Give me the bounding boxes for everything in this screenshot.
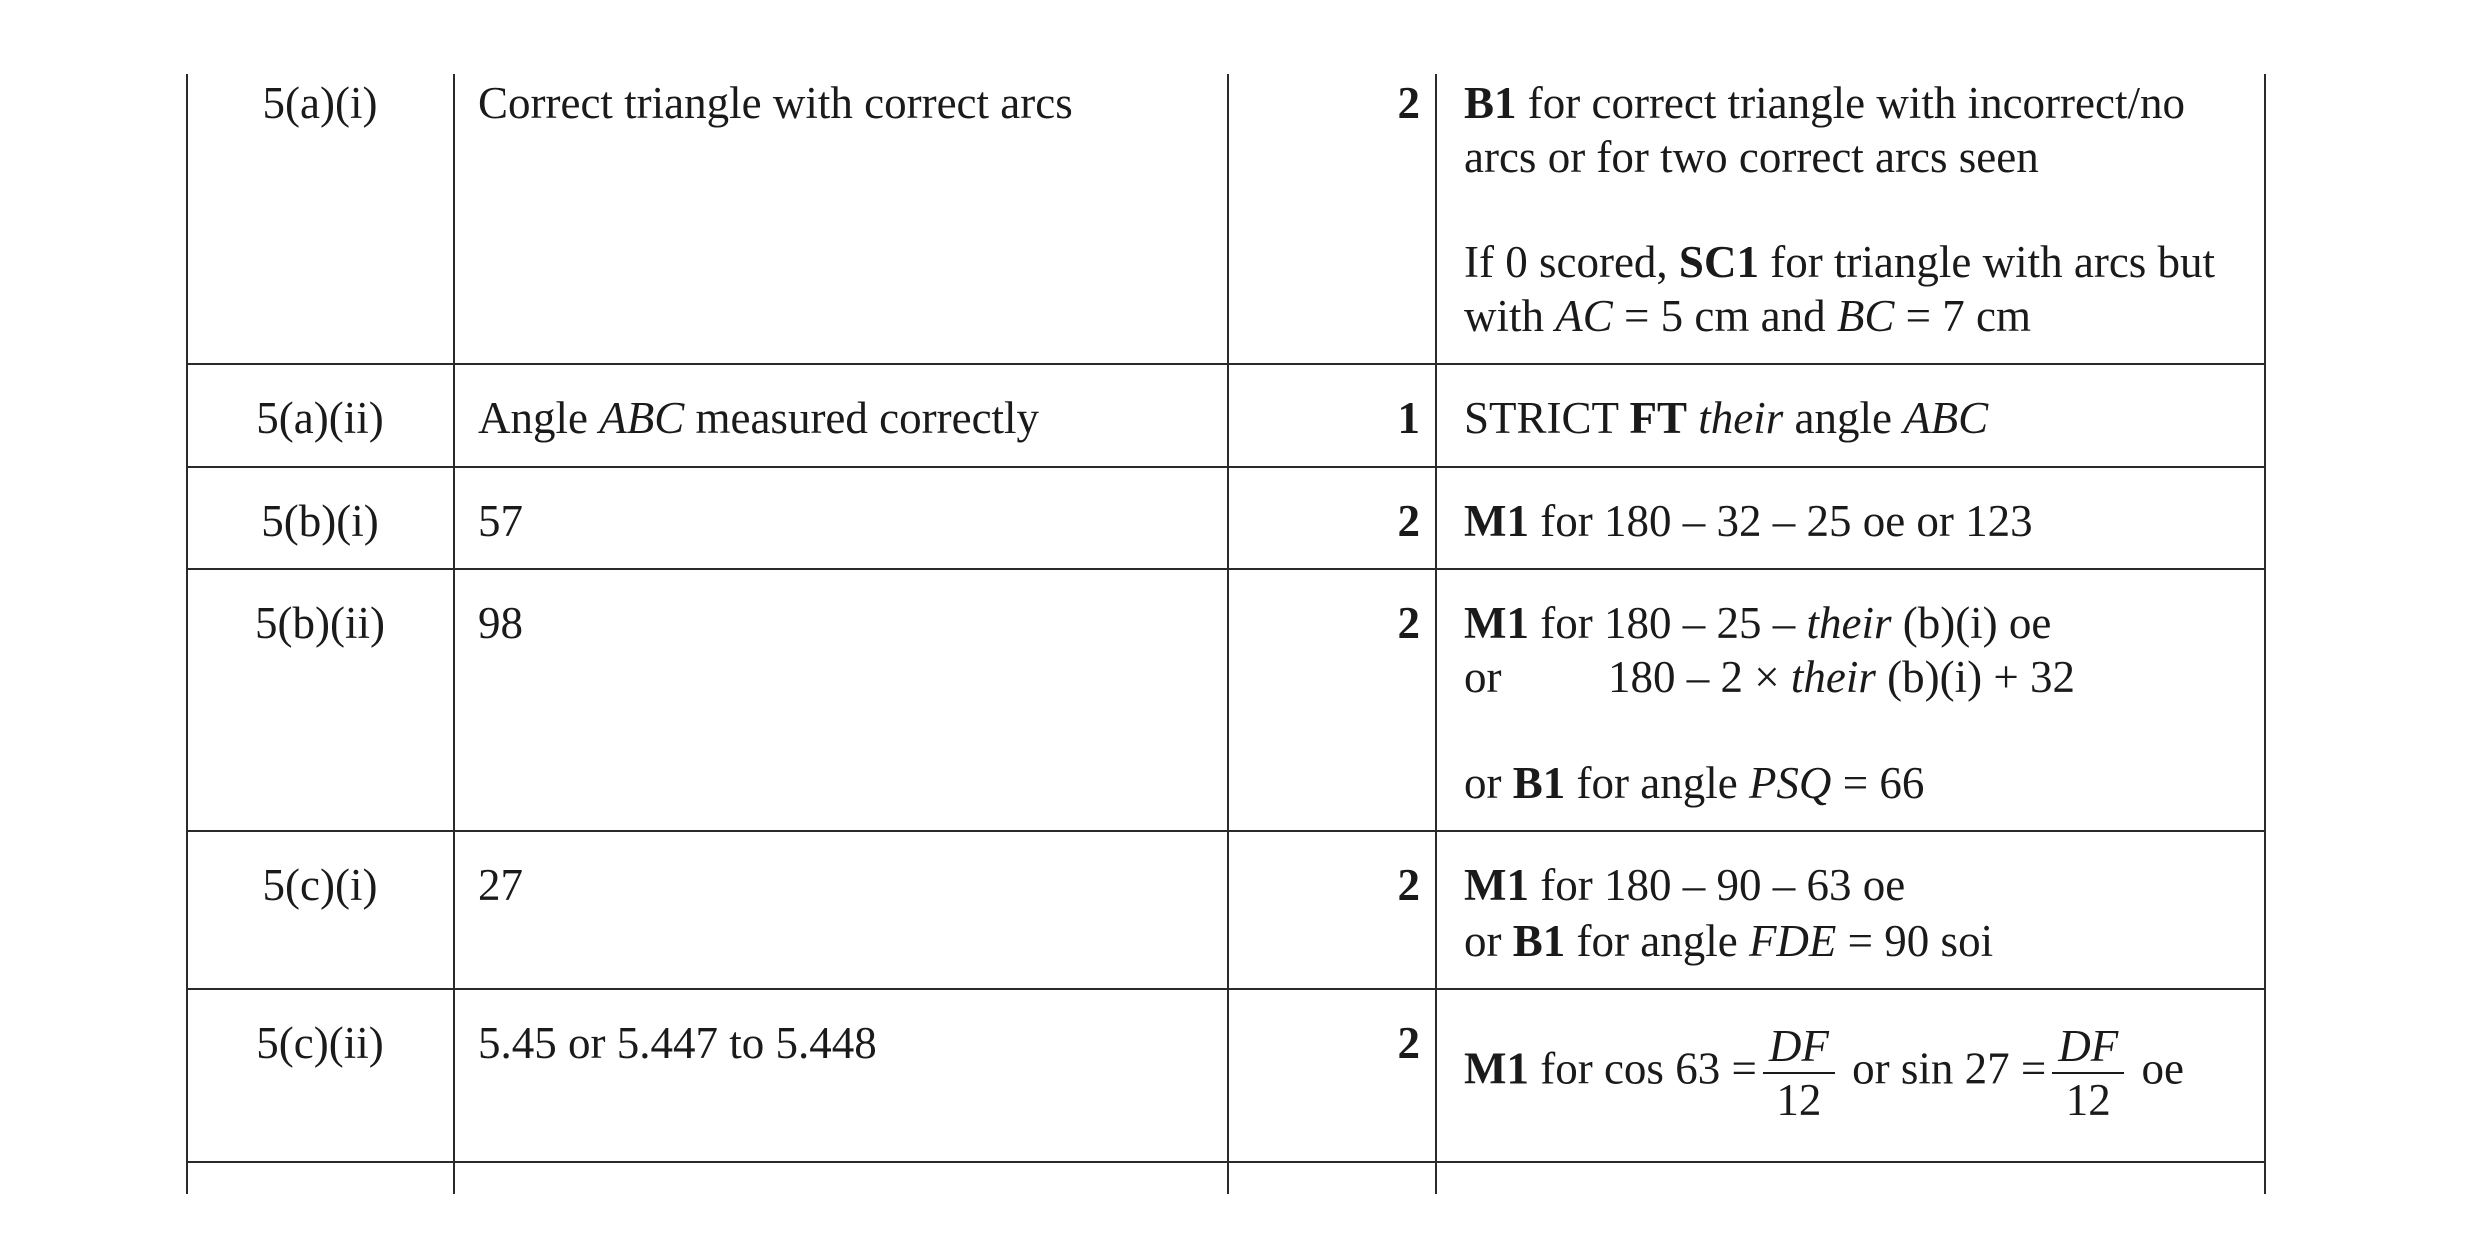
guidance-fragment: for angle [1565, 916, 1749, 966]
marks-value: 2 [1397, 496, 1420, 546]
answer-text [478, 391, 1039, 445]
guidance-fragment: or [1464, 758, 1513, 808]
guidance-fragment: 180 – 2 × [1608, 652, 1791, 702]
fraction-numerator: DF [2052, 1020, 2124, 1074]
guidance-fragment: = 5 cm and [1612, 291, 1837, 341]
guidance-text: or [1464, 652, 1502, 702]
guidance-variable: AC [1555, 291, 1613, 341]
guidance-fragment: STRICT [1464, 393, 1630, 443]
mark-code: M1 [1464, 860, 1529, 910]
guidance-text [1464, 914, 1993, 968]
guidance-text [1464, 289, 2031, 343]
table-border-right [2264, 74, 2266, 1194]
column-divider-question [453, 74, 455, 1194]
guidance-text [1464, 756, 1924, 810]
question-number: 5(c)(ii) [256, 1018, 384, 1068]
row-divider [186, 568, 2266, 570]
question-number: 5(c)(i) [262, 860, 378, 910]
guidance-fragment: (b)(i) + 32 [1875, 652, 2075, 702]
guidance-text [1464, 494, 2033, 548]
question-number: 5(b)(i) [261, 496, 379, 546]
guidance-formula [1464, 1020, 2184, 1126]
fraction-denominator: 12 [2065, 1075, 2111, 1125]
guidance-italic: their [1698, 393, 1784, 443]
mark-code: B1 [1512, 916, 1566, 966]
mark-code: M1 [1464, 598, 1529, 648]
fraction-denominator: 12 [1776, 1075, 1822, 1125]
guidance-fragment: (b)(i) oe [1891, 598, 2052, 648]
guidance-fragment: for angle [1565, 758, 1749, 808]
guidance-text [1464, 235, 2215, 289]
guidance-fragment: for 180 – 25 – [1528, 598, 1807, 648]
guidance-italic: their [1790, 652, 1876, 702]
guidance-text: arcs or for two correct arcs seen [1464, 132, 2039, 182]
row-divider [186, 1161, 2266, 1163]
mark-code: SC1 [1678, 237, 1759, 287]
guidance-fragment: = 66 [1831, 758, 1925, 808]
marks-value: 2 [1397, 598, 1420, 648]
mark-code: M1 [1464, 1043, 1529, 1094]
question-number: 5(a)(i) [262, 78, 378, 128]
row-divider [186, 988, 2266, 990]
fraction-numerator: DF [1763, 1020, 1835, 1074]
guidance-text [1464, 391, 1988, 445]
guidance-fragment: for triangle with arcs but [1758, 237, 2216, 287]
fraction-df-over-12 [2052, 1020, 2124, 1126]
guidance-text [1608, 650, 2075, 704]
fraction-df-over-12 [1763, 1020, 1835, 1126]
column-divider-answer [1227, 74, 1229, 1194]
guidance-fragment: or [1464, 916, 1513, 966]
guidance-fragment: = 7 cm [1894, 291, 2031, 341]
question-number: 5(b)(ii) [255, 598, 385, 648]
question-number: 5(a)(ii) [256, 393, 384, 443]
guidance-text [1464, 596, 2051, 650]
column-divider-marks [1435, 74, 1437, 1194]
mark-code: M1 [1464, 496, 1529, 546]
answer-text: 5.45 or 5.447 to 5.448 [478, 1018, 877, 1068]
row-divider [186, 466, 2266, 468]
guidance-fragment: or sin 27 = [1840, 1043, 2047, 1094]
row-divider [186, 363, 2266, 365]
guidance-fragment: oe [2130, 1043, 2184, 1094]
answer-variable: ABC [599, 393, 685, 443]
guidance-fragment: If 0 scored, [1464, 237, 1679, 287]
marks-value: 2 [1397, 1018, 1420, 1068]
answer-fragment: Angle [478, 393, 600, 443]
guidance-italic: their [1806, 598, 1892, 648]
guidance-fragment: for 180 – 90 – 63 oe [1528, 860, 1906, 910]
guidance-variable: ABC [1903, 393, 1989, 443]
mark-code: FT [1629, 393, 1687, 443]
guidance-fragment: for 180 – 32 – 25 oe or 123 [1528, 496, 2033, 546]
mark-code: B1 [1464, 78, 1517, 128]
guidance-text [1464, 858, 1905, 912]
marks-value: 2 [1397, 860, 1420, 910]
guidance-fragment: with [1464, 291, 1556, 341]
row-divider [186, 830, 2266, 832]
answer-text: 57 [478, 496, 523, 546]
marks-value: 1 [1397, 393, 1420, 443]
guidance-variable: FDE [1748, 916, 1837, 966]
answer-text: 27 [478, 860, 523, 910]
guidance-fragment: for correct triangle with incorrect/no [1516, 78, 2185, 128]
answer-text: 98 [478, 598, 523, 648]
guidance-fragment: angle [1783, 393, 1904, 443]
answer-fragment: measured correctly [684, 393, 1040, 443]
guidance-variable: BC [1836, 291, 1895, 341]
guidance-variable: PSQ [1748, 758, 1832, 808]
answer-text: Correct triangle with correct arcs [478, 78, 1073, 128]
guidance-text [1464, 76, 2185, 130]
mark-code: B1 [1512, 758, 1566, 808]
guidance-fragment: = 90 soi [1836, 916, 1994, 966]
marks-value: 2 [1397, 78, 1420, 128]
guidance-fragment: for cos 63 = [1528, 1043, 1757, 1094]
